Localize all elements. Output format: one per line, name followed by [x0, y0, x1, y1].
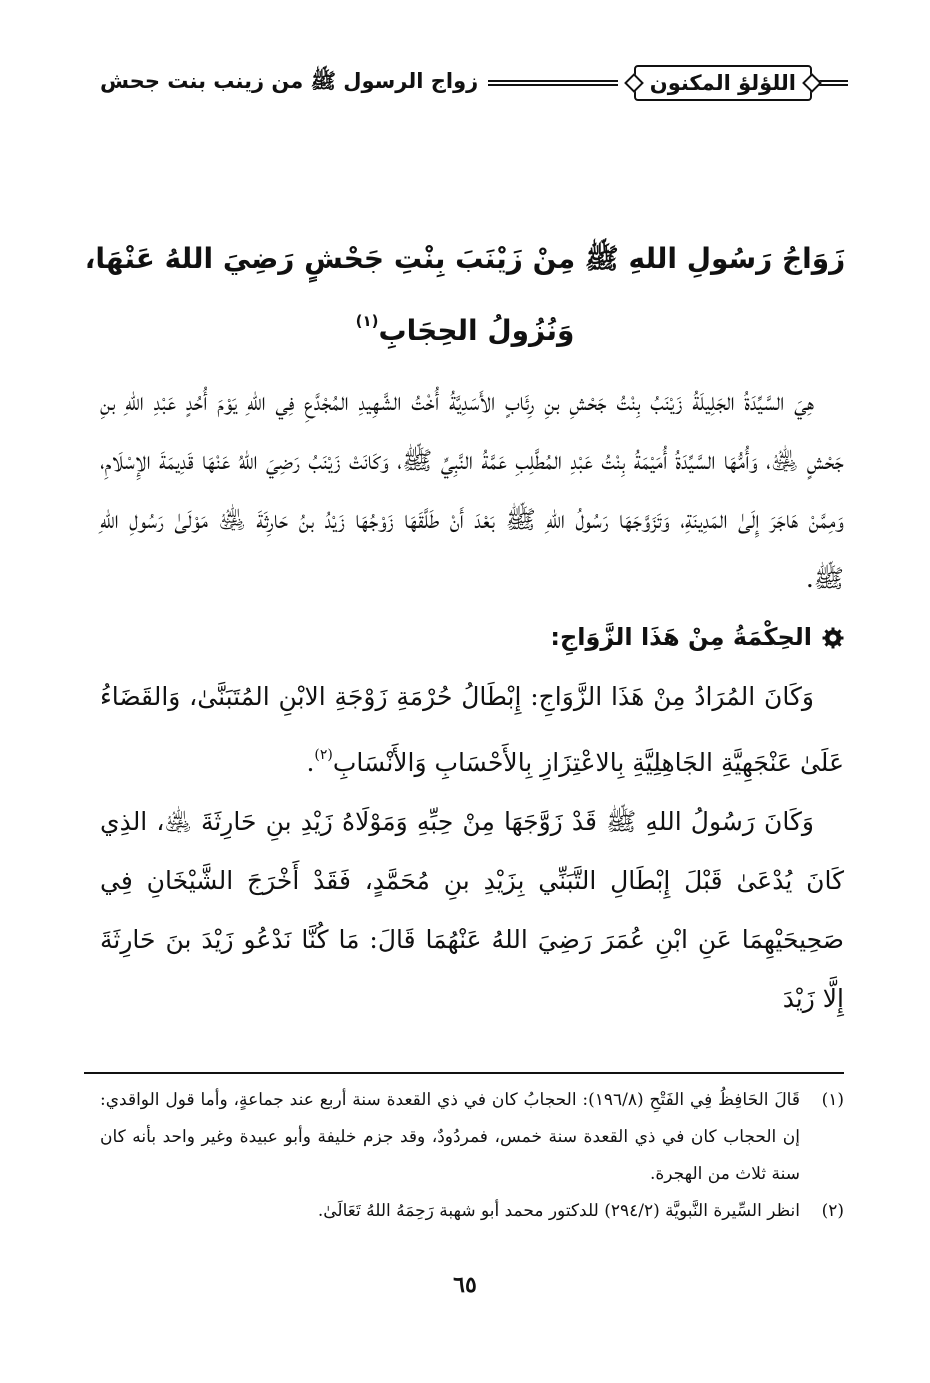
running-header — [100, 58, 848, 108]
title-line-1: زَوَاجُ رَسُولِ اللهِ ﷺ مِنْ زَيْنَبَ بِنْتِ جَحْشٍ رَضِيَ اللهُ عَنْهَا، — [84, 242, 846, 275]
paragraph-2-footnote-ref: (٢) — [314, 747, 333, 763]
emblem-frame — [634, 65, 812, 101]
title-footnote-ref: (١) — [355, 312, 379, 330]
subheading — [100, 608, 844, 667]
section-title — [60, 228, 870, 362]
header-rule-middle — [488, 80, 618, 86]
footnote-number: (١) — [821, 1090, 844, 1110]
title-line-2-text: وَنُزُولُ الحِجَابِ — [378, 314, 575, 347]
book-title: اللؤلؤ المكنون — [649, 71, 796, 95]
footnote-rule — [84, 1072, 844, 1074]
footnote — [100, 1082, 844, 1193]
title-line-2 — [60, 290, 870, 362]
paragraph-2-end: . — [306, 748, 315, 777]
page-number: ٦٥ — [453, 1272, 477, 1298]
footnote-text: قَالَ الحَافِظُ فِي الفَتْحِ (١٩٦/٨): الحجابُ كان في ذي القعدة سنة أربع عند جماعةٍ، وأما قول الواقدي: إن الحجاب كان في ذي القعدة سنة خمس، فمردُودٌ، وقد جزم خليفة وأبو عبيدة وغير واحد بأنه كان سنة ثلاث من الهجرة. — [100, 1090, 800, 1184]
paragraph-1: هِيَ السَّيِّدَةُ الجَلِيلَةُ زَيْنَبُ بِنْتُ جَحْشِ بنِ رِئَابٍ الأَسَدِيَّةُ أُخْتُ الشَّهِيدِ المُجْدَّعِ فِي اللهِ يَوْمَ أُحُدٍ عَبْدِ اللهِ بنِ جَحْشٍ ﵁، وَأُمُّهَا السَّيِّدَةُ أُمَيْمَةُ بِنْتُ عَبْدِ المُطَّلِبِ عَمَّةُ النَّبِيِّ ﷺ، وَكَانَتْ زَيْنَبُ رَضِيَ اللهُ عَنْهَا قَدِيمَةَ الإِسْلَامِ، وَمِمَّنْ هَاجَرَ إِلَىٰ المَدِينَةِ، وَتَزَوَّجَهَا رَسُولُ اللهِ ﷺ بَعْدَ أَنْ طَلَّقَهَا زَوْجُهَا زَيْدُ بنُ حَارِثَةَ ﵁ مَوْلَىٰ رَسُولِ اللهِ ﷺ. — [100, 387, 844, 593]
paragraph-2-text: وَكَانَ المُرَادُ مِنْ هَذَا الزَّوَاجِ: إِبْطَالُ حُرْمَةِ زَوْجَةِ الابْنِ المُتَبَنَّىٰ، وَالقَضَاءُ عَلَىٰ عَنْجَهِيَّةِ الجَاهِلِيَّةِ بِالاعْتِزَازِ بِالأَحْسَابِ وَالأَنْسَابِ — [100, 682, 844, 777]
paragraph-3: وَكَانَ رَسُولُ اللهِ ﷺ قَدْ زَوَّجَهَا مِنْ حِبِّهِ وَمَوْلَاهُ زَيْدِ بنِ حَارِثَةَ ﵁، الذِي كَانَ يُدْعَىٰ قَبْلَ إِبْطَالِ التَّبَنِّي بِزَيْدِ بنِ مُحَمَّدٍ، فَقَدْ أَخْرَجَ الشَّيْخَانِ فِي صَحِيحَيْهِمَا عَنِ ابْنِ عُمَرَ رَضِيَ اللهُ عَنْهُمَا قَالَ: مَا كُنَّا نَدْعُو زَيْدَ بنَ حَارِثَةَ إِلَّا زَيْدَ — [100, 807, 844, 1013]
chapter-title: زواج الرسول ﷺ من زينب بنت جحش — [100, 68, 479, 93]
footnote-number: (٢) — [821, 1201, 844, 1221]
footnotes — [100, 1082, 844, 1230]
paragraph-2 — [100, 667, 844, 792]
footnote-text: انظر السِّيرة النَّبويَّة (٢٩٤/٢) للدكتور محمد أبو شهبة رَحِمَهُ اللهُ تَعَالَىٰ. — [317, 1201, 800, 1221]
footnote — [100, 1193, 844, 1230]
body-text — [100, 372, 844, 1028]
subheading-text: الحِكْمَةُ مِنْ هَذَا الزَّوَاجِ: — [550, 623, 812, 651]
header-emblem — [634, 61, 812, 105]
header-rule-right — [818, 80, 848, 86]
ornament-gear-icon — [822, 627, 844, 649]
